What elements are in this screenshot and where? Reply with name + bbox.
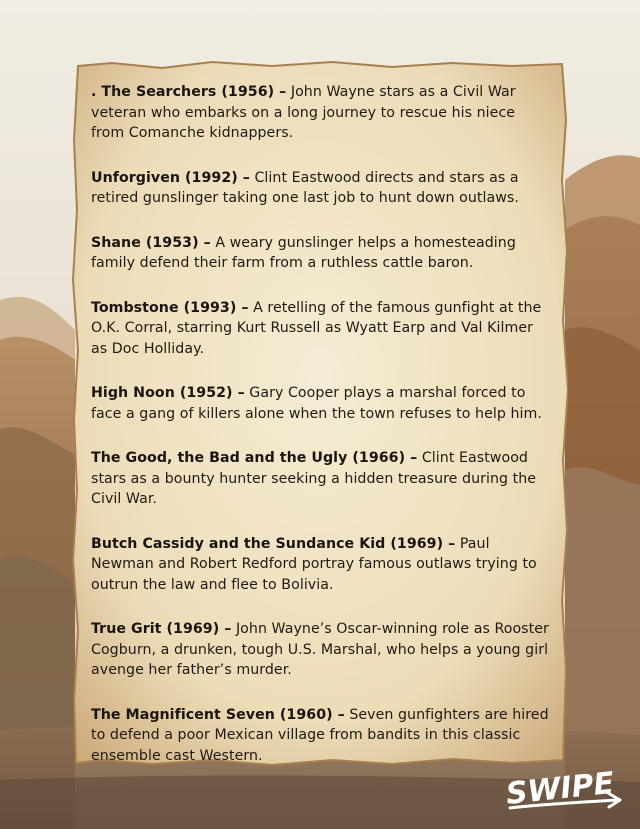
- movie-description: Clint Eastwood stars as a bounty hunter seeking a hidden treasure during the Civil War.: [91, 450, 537, 507]
- movie-title: Butch Cassidy and the Sundance Kid (1969) –: [91, 535, 456, 552]
- movie-entry-high-noon: [91, 383, 551, 424]
- movie-title: The Good, the Bad and the Ugly (1966) –: [91, 450, 418, 466]
- swipe-label: SWIPE: [504, 765, 616, 812]
- movie-title: Shane (1953) –: [91, 234, 211, 251]
- movie-description: A retelling of the famous gunfight at the O.K. Corral, starring Kurt Russell as Wyatt Earp and Val Kilmer as Doc Holliday.: [91, 299, 542, 357]
- swipe-button[interactable]: [500, 764, 628, 816]
- movie-entry-tombstone: [91, 298, 551, 360]
- movie-description: John Wayne’s Oscar-winning role as Rooster Cogburn, a drunken, tough U.S. Marshal, who helps a young girl avenge her father’s murder.: [91, 621, 549, 678]
- movie-title: Unforgiven (1992) –: [91, 169, 250, 186]
- movie-description: Seven gunfighters are hired to defend a poor Mexican village from bandits in this classic ensemble cast Western.: [91, 706, 549, 764]
- movie-title: Tombstone (1993) –: [91, 299, 249, 316]
- movie-description: Paul Newman and Robert Redford portray famous outlaws trying to outrun the law and flee to Bolivia.: [91, 535, 537, 593]
- movie-title: The Magnificent Seven (1960) –: [91, 706, 345, 723]
- movie-entry-magnificent-seven: [91, 705, 551, 767]
- movie-entry-searchers: [91, 82, 551, 144]
- movie-list: [91, 82, 551, 790]
- movie-entry-butch-cassidy: [91, 534, 551, 596]
- movie-entry-true-grit: [91, 619, 551, 681]
- movie-description: Gary Cooper plays a marshal forced to face a gang of killers alone when the town refuses to help him.: [91, 385, 542, 422]
- movie-description: John Wayne stars as a Civil War veteran who embarks on a long journey to rescue his niece from Comanche kidnappers.: [91, 84, 516, 141]
- movie-title: High Noon (1952) –: [91, 385, 245, 401]
- movie-title: True Grit (1969) –: [91, 621, 232, 637]
- movie-description: A weary gunslinger helps a homesteading family defend their farm from a ruthless cattle baron.: [91, 234, 516, 271]
- movie-title: . The Searchers (1956) –: [91, 84, 287, 100]
- movie-entry-shane: [91, 233, 551, 274]
- movie-description: Clint Eastwood directs and stars as a retired gunslinger taking one last job to hunt down outlaws.: [91, 169, 519, 206]
- movie-entry-good-bad-ugly: [91, 448, 551, 510]
- movie-entry-unforgiven: [91, 168, 551, 209]
